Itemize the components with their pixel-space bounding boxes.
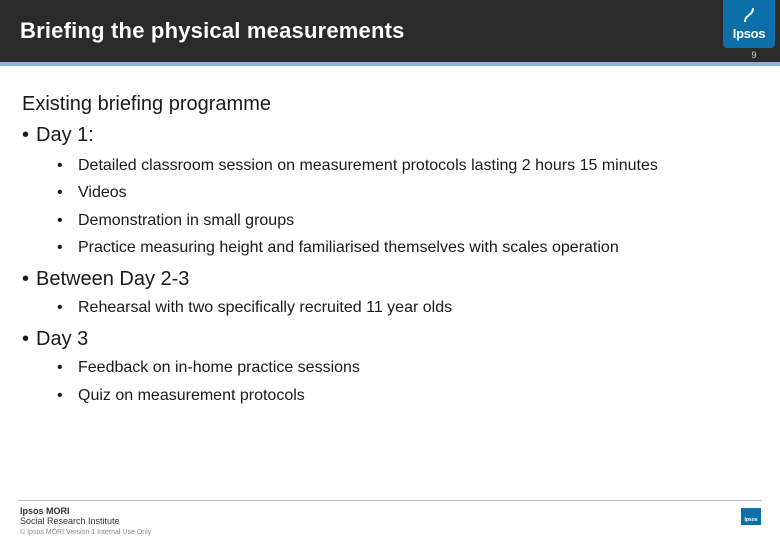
subtitle: Existing briefing programme	[22, 93, 271, 115]
list-item	[57, 157, 658, 175]
footer-org-division: Social Research Institute	[20, 516, 120, 526]
ipsos-logo	[723, 0, 775, 48]
page-number: 9	[751, 50, 757, 60]
list-item	[57, 184, 127, 202]
section-heading-text: Day 1:	[36, 124, 94, 146]
section-heading-day3	[22, 328, 88, 351]
footer-organisation	[20, 506, 120, 526]
bullet-icon: •	[57, 184, 63, 201]
header-divider	[0, 62, 780, 66]
list-item-text: Rehearsal with two specifically recruited 11 year olds	[78, 299, 453, 316]
list-item-text: Quiz on measurement protocols	[78, 387, 305, 404]
bullet-icon: •	[57, 387, 63, 404]
list-item-text: Feedback on in-home practice sessions	[78, 359, 360, 376]
slide-title: Briefing the physical measurements	[20, 18, 405, 43]
section-heading-text: Day 3	[36, 328, 89, 350]
list-item-text: Videos	[78, 184, 127, 201]
logo-text: Ipsos	[732, 26, 766, 41]
list-item	[57, 359, 360, 377]
section-heading-text: Between Day 2-3	[36, 268, 190, 290]
bullet-icon: •	[22, 328, 30, 350]
list-item	[57, 387, 305, 405]
slide-header	[0, 0, 780, 62]
bullet-icon: •	[57, 239, 63, 256]
list-item	[57, 212, 294, 230]
section-heading-between-day2-3	[22, 268, 189, 291]
bullet-icon: •	[57, 157, 63, 174]
list-item	[57, 239, 619, 257]
footer-divider	[18, 500, 762, 501]
footer-copyright: © Ipsos MORI Version 1 Internal Use Only	[20, 529, 152, 536]
list-item-text: Demonstration in small groups	[78, 212, 295, 229]
footer-ipsos-logo	[741, 508, 761, 525]
footer-logo-text: Ipsos	[744, 517, 758, 523]
bullet-icon: •	[57, 212, 63, 229]
logo-mark-icon	[743, 6, 755, 24]
bullet-icon: •	[22, 124, 30, 146]
footer-org-name: Ipsos MORI	[20, 506, 70, 516]
bullet-icon: •	[22, 268, 30, 290]
bullet-icon: •	[57, 359, 63, 376]
list-item-text: Practice measuring height and familiarised themselves with scales operation	[78, 239, 619, 256]
bullet-icon: •	[57, 299, 63, 316]
list-item-text: Detailed classroom session on measurement protocols lasting 2 hours 15 minutes	[78, 157, 658, 174]
list-item	[57, 299, 452, 317]
section-heading-day1	[22, 124, 94, 147]
